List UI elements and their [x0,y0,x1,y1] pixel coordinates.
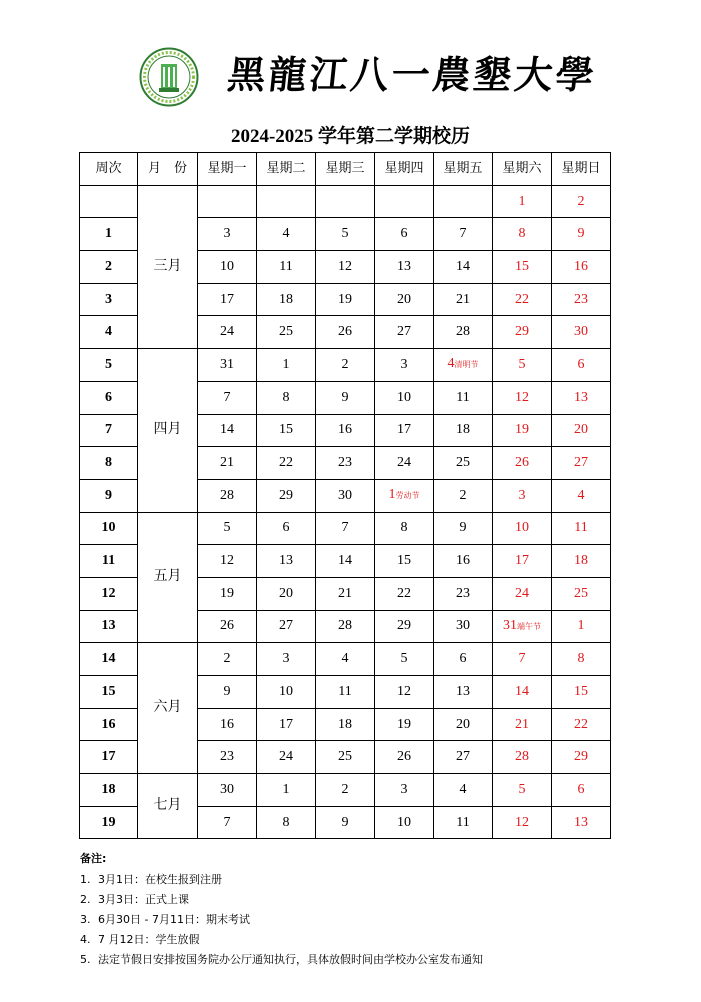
day-cell: 4 [434,774,493,807]
note-text: 法定节假日安排按国务院办公厅通知执行，具体放假时间由学校办公室发布通知 [98,953,483,966]
day-cell: 12 [375,676,434,709]
day-cell: 22 [493,283,552,316]
day-cell: 20 [434,708,493,741]
month-label: 四月 [138,349,198,512]
day-cell: 12 [198,545,257,578]
day-cell: 6 [552,774,611,807]
day-cell: 26 [493,447,552,480]
day-cell: 7 [316,512,375,545]
holiday-name: 清明节 [454,360,479,370]
day-cell: 17 [493,545,552,578]
day-cell: 27 [552,447,611,480]
day-cell: 24 [493,577,552,610]
table-row [80,643,611,676]
day-cell: 21 [316,577,375,610]
week-number: 8 [80,447,138,480]
day-cell: 22 [552,708,611,741]
column-header: 月 份 [138,153,198,186]
note-number: 3. [80,913,91,926]
day-cell: 29 [493,316,552,349]
day-cell: 12 [316,251,375,284]
day-cell: 27 [257,610,316,643]
table-row [80,349,611,382]
table-header-row [80,153,611,186]
day-cell: 30 [434,610,493,643]
day-cell: 9 [198,676,257,709]
note-number: 1. [80,873,91,886]
day-cell: 9 [434,512,493,545]
week-number [80,185,138,218]
day-cell: 9 [316,381,375,414]
day-cell: 25 [257,316,316,349]
day-cell: 18 [316,708,375,741]
day-cell: 11 [257,251,316,284]
university-seal-icon [139,47,199,107]
day-cell: 8 [552,643,611,676]
week-number: 1 [80,218,138,251]
day-cell: 4 [316,643,375,676]
day-cell: 20 [552,414,611,447]
day-cell: 27 [434,741,493,774]
column-header: 星期三 [316,153,375,186]
day-cell: 22 [257,447,316,480]
day-cell: 16 [434,545,493,578]
day-cell: 13 [375,251,434,284]
note-item [80,910,680,930]
day-cell: 1 [257,349,316,382]
day-cell: 23 [316,447,375,480]
day-cell: 19 [198,577,257,610]
day-cell: 6 [552,349,611,382]
day-cell: 24 [257,741,316,774]
week-number: 16 [80,708,138,741]
note-text: 3月3日：正式上课 [98,893,189,906]
day-cell: 22 [375,577,434,610]
day-cell: 15 [375,545,434,578]
week-number: 19 [80,806,138,839]
column-header: 星期二 [257,153,316,186]
day-cell: 1 [257,774,316,807]
week-number: 18 [80,774,138,807]
day-cell: 15 [257,414,316,447]
month-label: 五月 [138,512,198,643]
day-cell: 14 [434,251,493,284]
column-header: 周次 [80,153,138,186]
week-number: 4 [80,316,138,349]
month-label: 六月 [138,643,198,774]
day-cell: 24 [375,447,434,480]
week-number: 7 [80,414,138,447]
column-header: 星期一 [198,153,257,186]
day-cell: 23 [552,283,611,316]
note-number: 4. [80,933,91,946]
week-number: 15 [80,676,138,709]
day-cell: 6 [434,643,493,676]
day-cell: 13 [552,381,611,414]
day-cell: 29 [375,610,434,643]
day-cell: 23 [434,577,493,610]
day-cell: 6 [375,218,434,251]
day-cell: 17 [198,283,257,316]
note-text: 3月1日：在校生报到注册 [98,873,222,886]
column-header: 星期六 [493,153,552,186]
day-cell [375,185,434,218]
week-number: 13 [80,610,138,643]
day-cell: 18 [257,283,316,316]
university-name: 黑龍江八一農墾大學 [225,52,600,97]
note-text: 7 月12日：学生放假 [98,933,200,946]
note-item [80,950,680,970]
day-cell: 2 [198,643,257,676]
day-cell: 4 [552,479,611,512]
note-text: 6月30日 - 7月11日：期末考试 [98,913,250,926]
day-cell: 7 [198,381,257,414]
day-cell: 18 [434,414,493,447]
day-cell: 3 [375,774,434,807]
column-header: 星期四 [375,153,434,186]
week-number: 17 [80,741,138,774]
note-number: 2. [80,893,91,906]
day-cell: 8 [375,512,434,545]
day-cell: 7 [434,218,493,251]
day-cell: 3 [198,218,257,251]
day-cell [257,185,316,218]
day-cell: 28 [434,316,493,349]
table-row [80,185,611,218]
day-cell [198,185,257,218]
day-cell [434,349,493,382]
column-header: 星期日 [552,153,611,186]
week-number: 11 [80,545,138,578]
day-cell: 11 [434,806,493,839]
day-cell: 10 [257,676,316,709]
day-cell: 2 [434,479,493,512]
day-cell: 11 [434,381,493,414]
day-cell: 30 [316,479,375,512]
day-cell: 25 [316,741,375,774]
day-cell: 2 [316,349,375,382]
day-cell: 16 [552,251,611,284]
holiday-day: 31 [503,617,517,633]
day-cell: 21 [493,708,552,741]
day-cell: 13 [257,545,316,578]
day-cell: 21 [198,447,257,480]
day-cell: 24 [198,316,257,349]
day-cell: 9 [316,806,375,839]
day-cell: 19 [375,708,434,741]
day-cell [375,479,434,512]
holiday-day: 4 [447,356,455,372]
holiday-day: 1 [388,487,396,503]
day-cell: 12 [493,381,552,414]
day-cell: 20 [257,577,316,610]
day-cell: 10 [375,381,434,414]
note-number: 5. [80,953,91,966]
table-row [80,774,611,807]
note-item [80,890,680,910]
day-cell: 29 [552,741,611,774]
day-cell: 2 [316,774,375,807]
day-cell: 28 [198,479,257,512]
day-cell: 8 [493,218,552,251]
day-cell: 10 [375,806,434,839]
notes-title: 备注: [80,852,107,865]
day-cell: 23 [198,741,257,774]
header [0,0,701,120]
day-cell: 9 [552,218,611,251]
day-cell: 26 [316,316,375,349]
day-cell: 17 [257,708,316,741]
day-cell: 7 [198,806,257,839]
day-cell: 10 [198,251,257,284]
note-item [80,930,680,950]
day-cell: 18 [552,545,611,578]
day-cell: 3 [257,643,316,676]
holiday-name: 劳动节 [395,491,420,501]
day-cell: 13 [552,806,611,839]
day-cell: 13 [434,676,493,709]
day-cell: 8 [257,806,316,839]
day-cell: 16 [316,414,375,447]
day-cell: 31 [198,349,257,382]
day-cell: 12 [493,806,552,839]
day-cell: 19 [316,283,375,316]
day-cell: 15 [552,676,611,709]
day-cell: 15 [493,251,552,284]
day-cell: 3 [375,349,434,382]
day-cell: 21 [434,283,493,316]
day-cell [493,610,552,643]
calendar-table [79,152,611,839]
day-cell: 29 [257,479,316,512]
table-row [80,512,611,545]
day-cell: 25 [434,447,493,480]
day-cell: 14 [316,545,375,578]
day-cell: 7 [493,643,552,676]
day-cell: 4 [257,218,316,251]
week-number: 5 [80,349,138,382]
day-cell: 1 [552,610,611,643]
column-header: 星期五 [434,153,493,186]
week-number: 6 [80,381,138,414]
day-cell: 28 [316,610,375,643]
note-item [80,870,680,890]
day-cell: 8 [257,381,316,414]
notes [80,850,680,970]
day-cell [434,185,493,218]
day-cell: 19 [493,414,552,447]
day-cell: 26 [375,741,434,774]
page-title: 2024-2025 学年第二学期校历 [230,126,471,147]
day-cell: 30 [198,774,257,807]
day-cell: 2 [552,185,611,218]
week-number: 10 [80,512,138,545]
week-number: 12 [80,577,138,610]
day-cell: 6 [257,512,316,545]
day-cell: 11 [552,512,611,545]
day-cell: 10 [493,512,552,545]
month-label: 三月 [138,185,198,348]
week-number: 2 [80,251,138,284]
day-cell: 5 [493,349,552,382]
week-number: 9 [80,479,138,512]
day-cell: 26 [198,610,257,643]
day-cell: 16 [198,708,257,741]
holiday-name: 端午节 [517,621,541,631]
day-cell: 5 [198,512,257,545]
day-cell: 14 [198,414,257,447]
month-label: 七月 [138,774,198,839]
day-cell [316,185,375,218]
day-cell: 11 [316,676,375,709]
day-cell: 27 [375,316,434,349]
day-cell: 1 [493,185,552,218]
day-cell: 30 [552,316,611,349]
day-cell: 5 [493,774,552,807]
week-number: 14 [80,643,138,676]
day-cell: 17 [375,414,434,447]
day-cell: 5 [375,643,434,676]
day-cell: 28 [493,741,552,774]
day-cell: 3 [493,479,552,512]
day-cell: 14 [493,676,552,709]
day-cell: 25 [552,577,611,610]
day-cell: 20 [375,283,434,316]
week-number: 3 [80,283,138,316]
day-cell: 5 [316,218,375,251]
